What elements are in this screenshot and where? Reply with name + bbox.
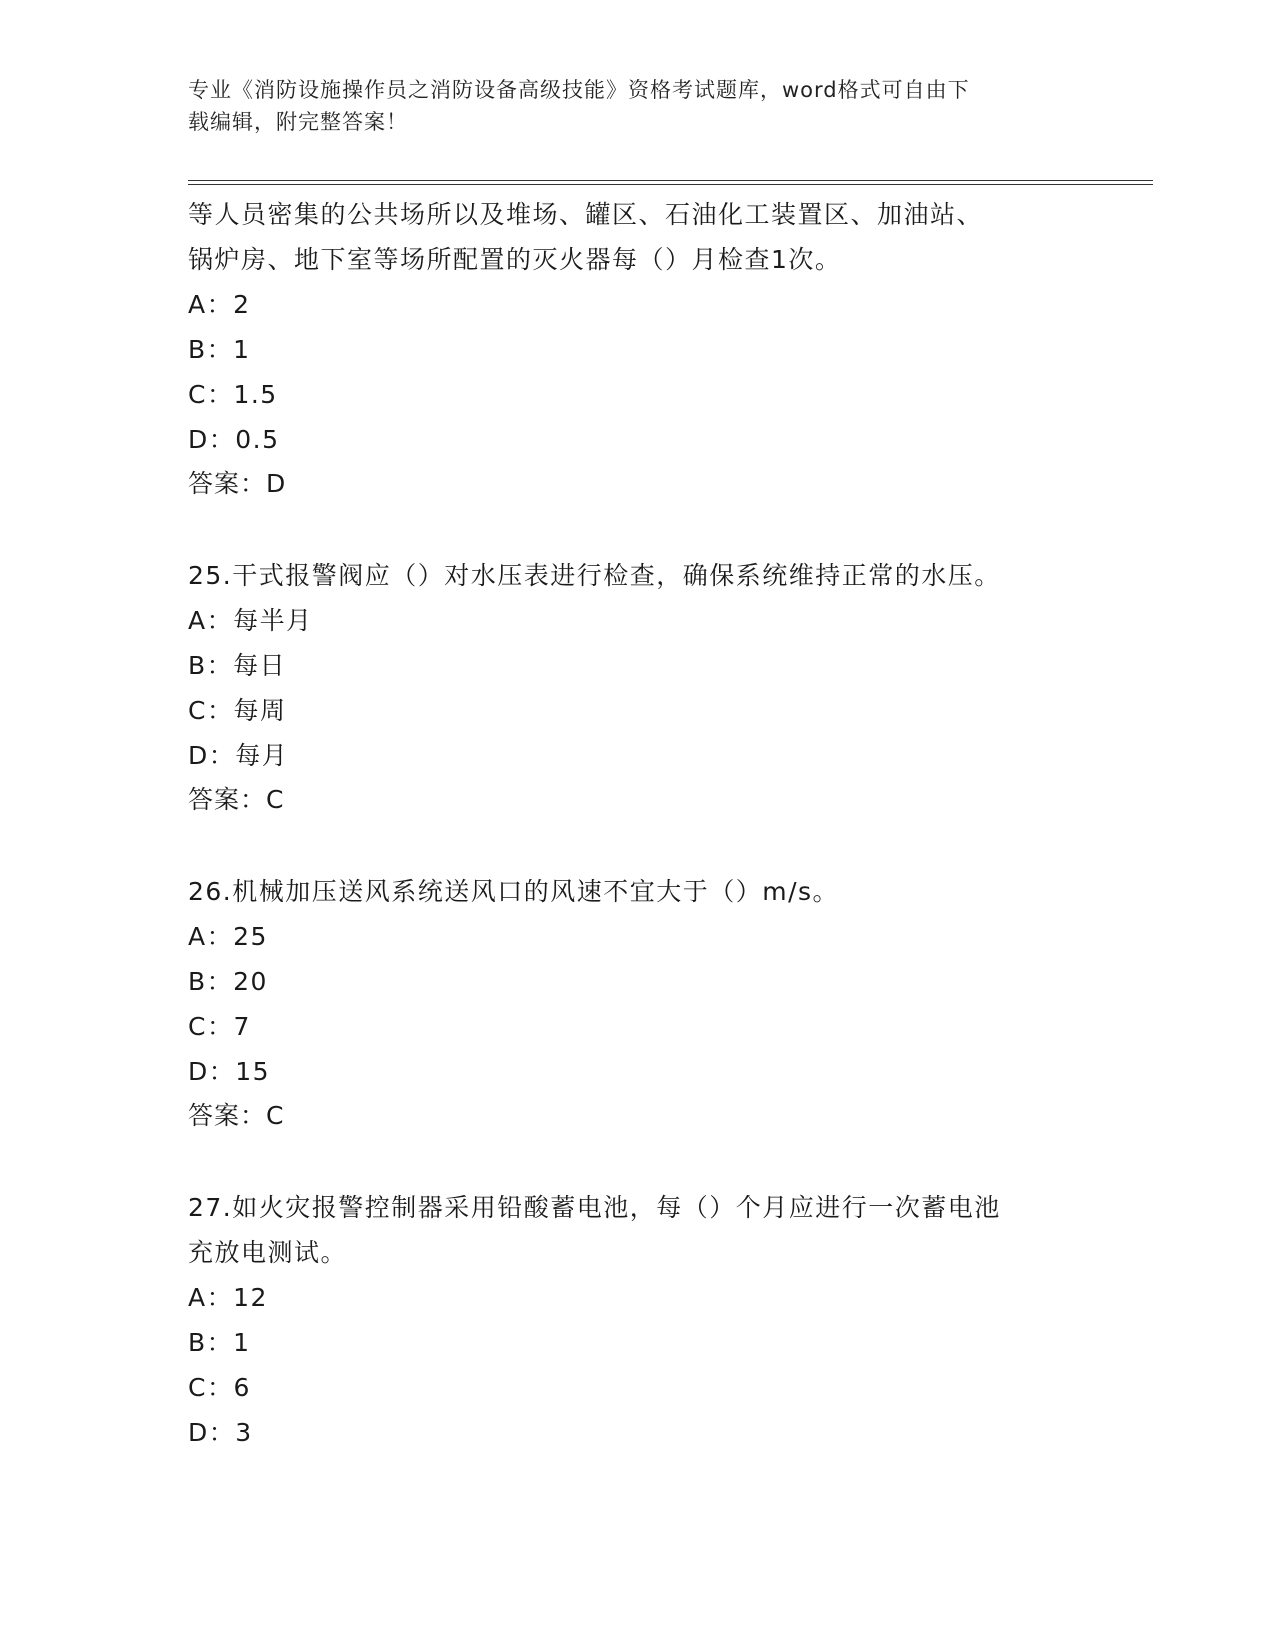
option-a: A：每半月 [188, 606, 313, 635]
option-c: C：7 [188, 1012, 251, 1041]
option-c: C：6 [188, 1373, 251, 1402]
option-d: D：每月 [188, 741, 289, 770]
question-stem: 锅炉房、地下室等场所配置的灭火器每（）月检查1次。 [188, 245, 842, 274]
option-a: A：2 [188, 290, 251, 319]
option-a: A：12 [188, 1283, 268, 1312]
question-item [188, 553, 1108, 822]
question-stem: 26.机械加压送风系统送风口的风速不宜大于（）m/s。 [188, 877, 840, 906]
option-d: D：0.5 [188, 425, 280, 454]
question-item [188, 1185, 1108, 1455]
answer-line: 答案：D [188, 469, 287, 498]
question-stem: 充放电测试。 [188, 1238, 348, 1267]
answer-line: 答案：C [188, 785, 285, 814]
spacer [188, 1138, 1108, 1185]
question-stem: 等人员密集的公共场所以及堆场、罐区、石油化工装置区、加油站、 [188, 200, 984, 229]
spacer [188, 506, 1108, 553]
option-b: B：1 [188, 1328, 251, 1357]
header-divider-top [188, 180, 1153, 181]
option-d: D：3 [188, 1418, 253, 1447]
option-b: B：1 [188, 335, 251, 364]
header-line-2: 载编辑，附完整答案！ [188, 110, 408, 134]
question-item [188, 869, 1108, 1138]
option-c: C：1.5 [188, 380, 278, 409]
option-c: C：每周 [188, 696, 287, 725]
question-list [188, 192, 1108, 1455]
option-b: B：每日 [188, 651, 287, 680]
header-line-1: 专业《消防设施操作员之消防设备高级技能》资格考试题库，word格式可自由下 [188, 78, 970, 102]
question-item [188, 192, 1108, 506]
option-a: A：25 [188, 922, 268, 951]
question-stem: 27.如火灾报警控制器采用铅酸蓄电池，每（）个月应进行一次蓄电池 [188, 1193, 1001, 1222]
answer-line: 答案：C [188, 1101, 285, 1130]
spacer [188, 822, 1108, 869]
question-stem: 25.干式报警阀应（）对水压表进行检查，确保系统维持正常的水压。 [188, 561, 1001, 590]
header-divider-bottom [188, 184, 1153, 185]
option-d: D：15 [188, 1057, 271, 1086]
option-b: B：20 [188, 967, 268, 996]
document-header [188, 74, 1078, 138]
